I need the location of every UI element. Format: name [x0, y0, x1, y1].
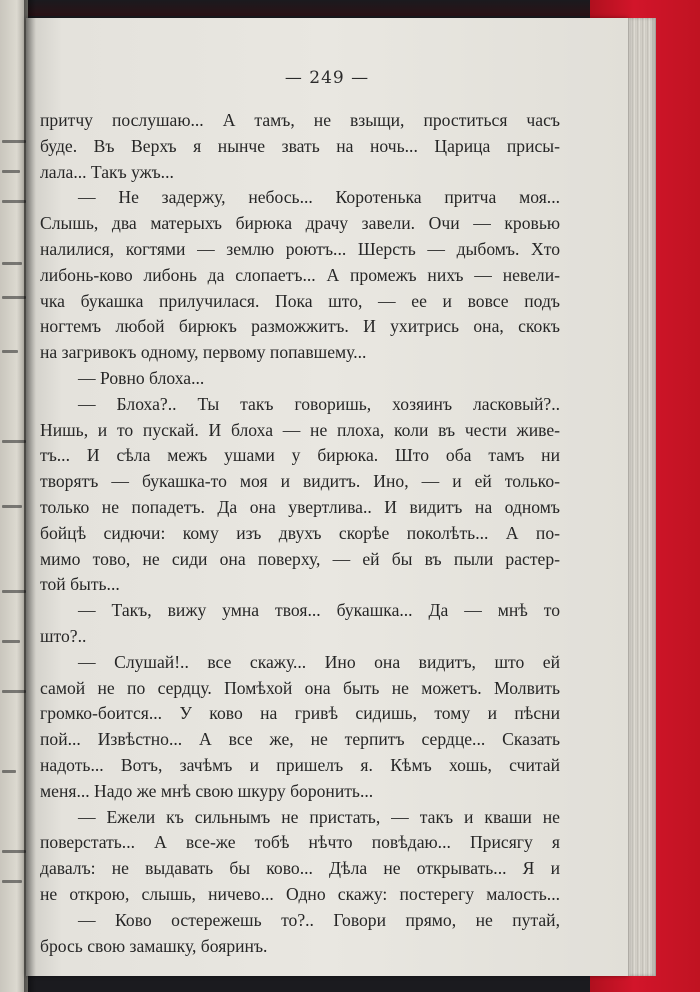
page-number: — 249 — — [284, 68, 370, 88]
text-line: налилися, когтями — землю роютъ... Шерсть — дыбомъ. Хто — [40, 238, 560, 259]
text-line: меня... Надо же мнѣ свою шкуру боронить... — [40, 780, 374, 801]
text-line: мимо тово, не сиди она поверху, — ей бы въ пыли растер- — [40, 548, 560, 569]
text-line: Слышь, два матерыхъ бирюка драчу завели. Очи — кровью — [40, 213, 560, 234]
text-line: ногтемъ любой бирюкъ разможжитъ. И ухитрись она, скокъ — [40, 316, 560, 337]
text-line: што?.. — [40, 625, 87, 646]
text-line: Нишь, и то пускай. И блоха — не плоха, коли въ чести живе- — [40, 419, 560, 440]
text-line: притчу послушаю... А тамъ, не взыщи, проститься часъ — [40, 110, 560, 130]
text-line: буде. Въ Верхъ я нынче звать на ночь... Царица присы- — [40, 135, 560, 156]
text-line: — Такъ, вижу умна твоя... букашка... Да — мнѣ то — [78, 600, 560, 621]
text-line: чка букашка прилучилася. Пока што, — ее и вовсе подъ — [40, 290, 560, 311]
text-line: — Блоха?.. Ты такъ говоришь, хозяинъ ласковый?.. — [78, 393, 560, 414]
text-line: — Слушай!.. все скажу... Ино она видитъ, што ей — [78, 651, 560, 672]
text-line: громко-боится... У ково на гривѣ сидишь, тому и пѣсни — [40, 703, 560, 724]
text-line: только не попадетъ. Да она увертлива.. И видитъ на одномъ — [40, 496, 560, 517]
text-line: давалъ: не выдавать бы ково... Дѣла не открывать... Я и — [40, 858, 560, 879]
text-line: надоть... Вотъ, зачѣмъ и пришелъ я. Кѣмъ хошь, считай — [40, 754, 560, 775]
text-line: — Ежели къ сильнымъ не пристать, — такъ и кваши не — [78, 806, 560, 827]
text-line: пой... Извѣстно... А все же, не терпитъ сердце... Сказать — [40, 729, 560, 750]
text-line: поверстать... А все-же тобѣ нѣчто повѣдаю... Присягу я — [40, 832, 560, 853]
book-page — [26, 18, 628, 976]
text-line: либонь-ково либонь да слопаетъ... А промежъ нихъ — невели- — [40, 264, 560, 285]
text-line: брось свою замашку, бояринъ. — [40, 935, 268, 956]
text-line: не открою, слышь, ничево... Одно скажу: постерегу малость... — [40, 883, 560, 904]
text-line: тъ... И сѣла межъ ушами у бирюка. Што оба тамъ ни — [40, 445, 560, 466]
text-line: — Не задержу, небось... Коротенька притча моя... — [78, 187, 560, 208]
text-line: лала... Такъ ужъ... — [40, 161, 174, 182]
page-edges — [626, 18, 656, 976]
text-line: той быть... — [40, 574, 120, 595]
text-line: бойцѣ сидючи: кому изъ двухъ скорѣе поколѣть... А по- — [40, 522, 560, 543]
text-line: на загривокъ одному, первому попавшему... — [40, 342, 367, 363]
text-line: — Ково остережешь то?.. Говори прямо, не путай, — [78, 909, 560, 930]
text-line: — Ровно блоха... — [78, 367, 205, 388]
page-gutter-shadow — [24, 0, 36, 992]
text-line: творятъ — букашка-то моя и видитъ. Ино, — и ей только- — [40, 471, 560, 492]
text-line: самой не по сердцу. Помѣхой она быть не можетъ. Молвить — [40, 677, 560, 698]
page-text — [40, 108, 560, 959]
